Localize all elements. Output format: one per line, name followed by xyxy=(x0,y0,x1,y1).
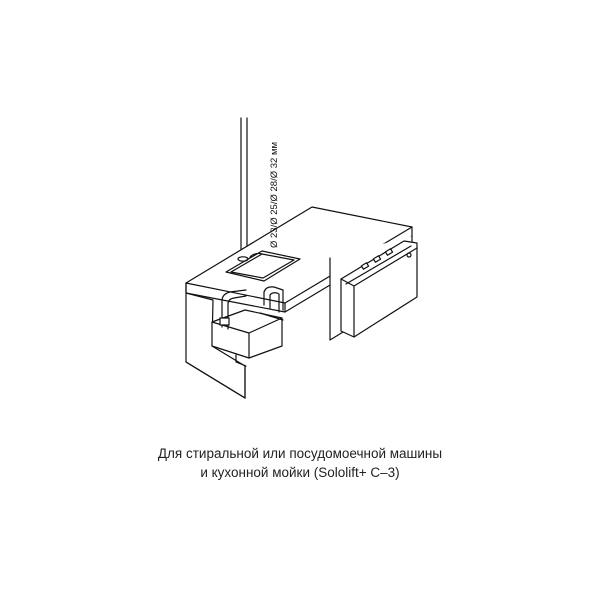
pipe-dimension-label: Ø 23/Ø 25/Ø 28/Ø 32 мм xyxy=(269,141,280,248)
caption-line-2: и кухонной мойки (Sololift+ C–3) xyxy=(200,465,400,480)
vertical-drain-pipe xyxy=(241,118,247,264)
pipe-dimension-annotation xyxy=(269,142,280,248)
caption-line-1: Для стиральной или посудомоечной машины xyxy=(157,446,443,461)
